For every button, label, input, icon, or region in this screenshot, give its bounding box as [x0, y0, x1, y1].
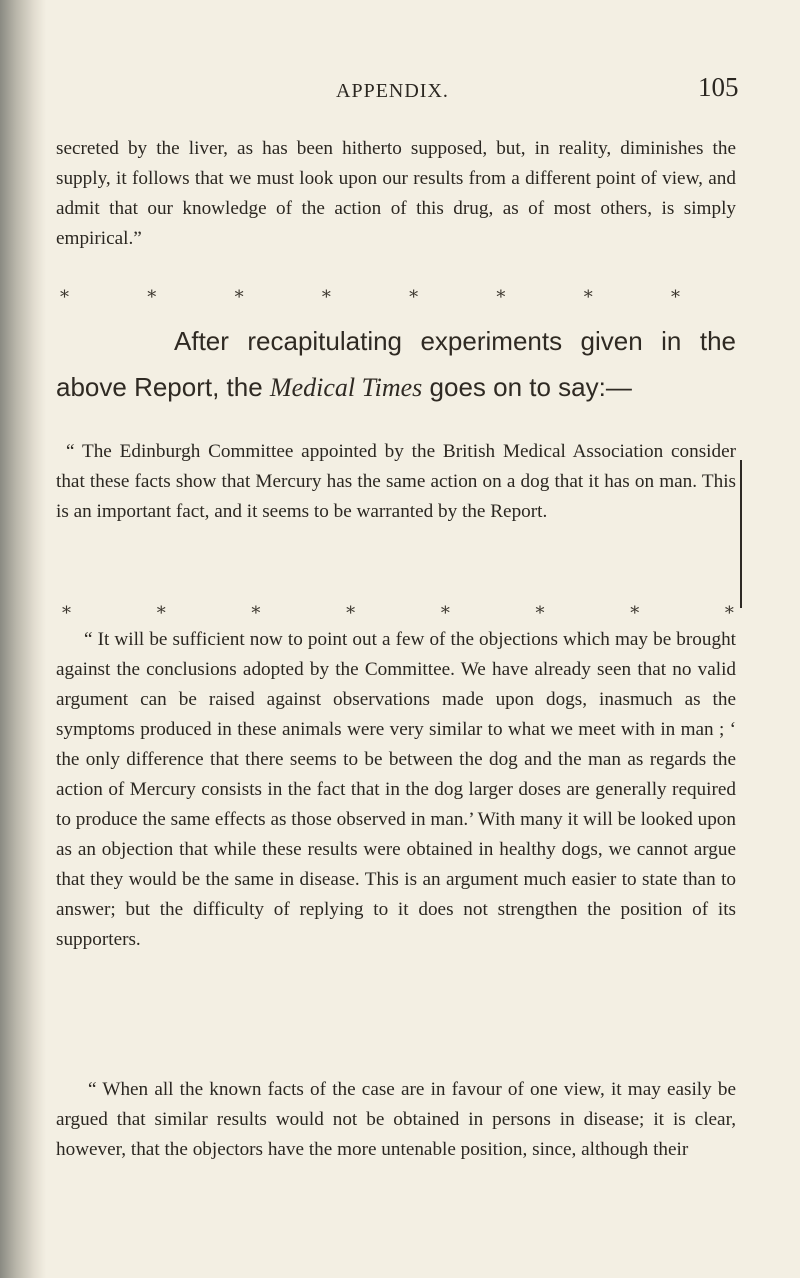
margin-rule	[740, 460, 742, 608]
quoted-paragraph	[56, 437, 736, 527]
asterisk: *	[62, 603, 71, 624]
page-number: 105	[698, 72, 739, 102]
asterisk: *	[60, 287, 69, 308]
section-break-asterisks	[62, 603, 734, 624]
asterisk: *	[535, 603, 545, 624]
asterisk: *	[156, 603, 166, 624]
paragraph-continued	[56, 134, 736, 254]
asterisk: *	[234, 287, 244, 308]
asterisk: *	[147, 287, 157, 308]
asterisk: *	[670, 287, 680, 308]
running-head: APPENDIX.	[336, 80, 449, 102]
asterisk: *	[409, 287, 419, 308]
paragraph-text: “ It will be sufficient now to point out a few of the objections which may be brought against the conclusions adopted by the Committee. We have already seen that no valid argument can be raised against observations made upon dogs, inasmuch as the symptoms produced in these animals were very similar to what we meet with in man ; ‘ the only difference that there seems to be between the dog and the man as regards the action of Mercury consists in the fact that in the dog larger doses are generally required to produce the same effects as those observed in man.’ With many it will be looked upon as an objection that while these results were obtained in healthy dogs, we cannot argue that they would be the same in disease. This is an argument much easier to state than to answer; but the difficulty of replying to it does not strengthen the position of its supporters.	[56, 629, 736, 950]
asterisk: *	[321, 287, 331, 308]
paragraph-text: “ The Edinburgh Committee appointed by the British Medical Association consider that these facts show that Mercury has the same action on a dog that it has on man. This is an important fact, and it seems to be warranted by the Report.	[56, 441, 736, 522]
section-break-asterisks	[60, 287, 680, 308]
asterisk: *	[251, 603, 261, 624]
intro-text	[56, 318, 736, 411]
quoted-paragraph	[56, 625, 736, 955]
asterisk: *	[440, 603, 450, 624]
intro-text-before: After recapitulating experiments given in the above Report, the	[56, 326, 736, 402]
intro-paragraph	[56, 318, 736, 411]
journal-title: Medical Times	[269, 373, 423, 402]
asterisk: *	[496, 287, 506, 308]
asterisk: *	[630, 603, 640, 624]
paragraph-text: “ When all the known facts of the case are in favour of one view, it may easily be argued that similar results would not be obtained in persons in disease; it is clear, however, that the objectors have the more untenable position, since, although their	[56, 1079, 736, 1160]
asterisk: *	[724, 603, 734, 624]
paragraph-text: secreted by the liver, as has been hitherto supposed, but, in reality, diminishes the supply, it follows that we must look upon our results from a different point of view, and admit that our knowledge of the action of this drug, as of most others, is simply empirical.”	[56, 138, 736, 249]
intro-text-after: goes on to say:—	[422, 372, 632, 402]
asterisk: *	[346, 603, 356, 624]
quoted-paragraph	[56, 1075, 736, 1165]
asterisk: *	[583, 287, 593, 308]
